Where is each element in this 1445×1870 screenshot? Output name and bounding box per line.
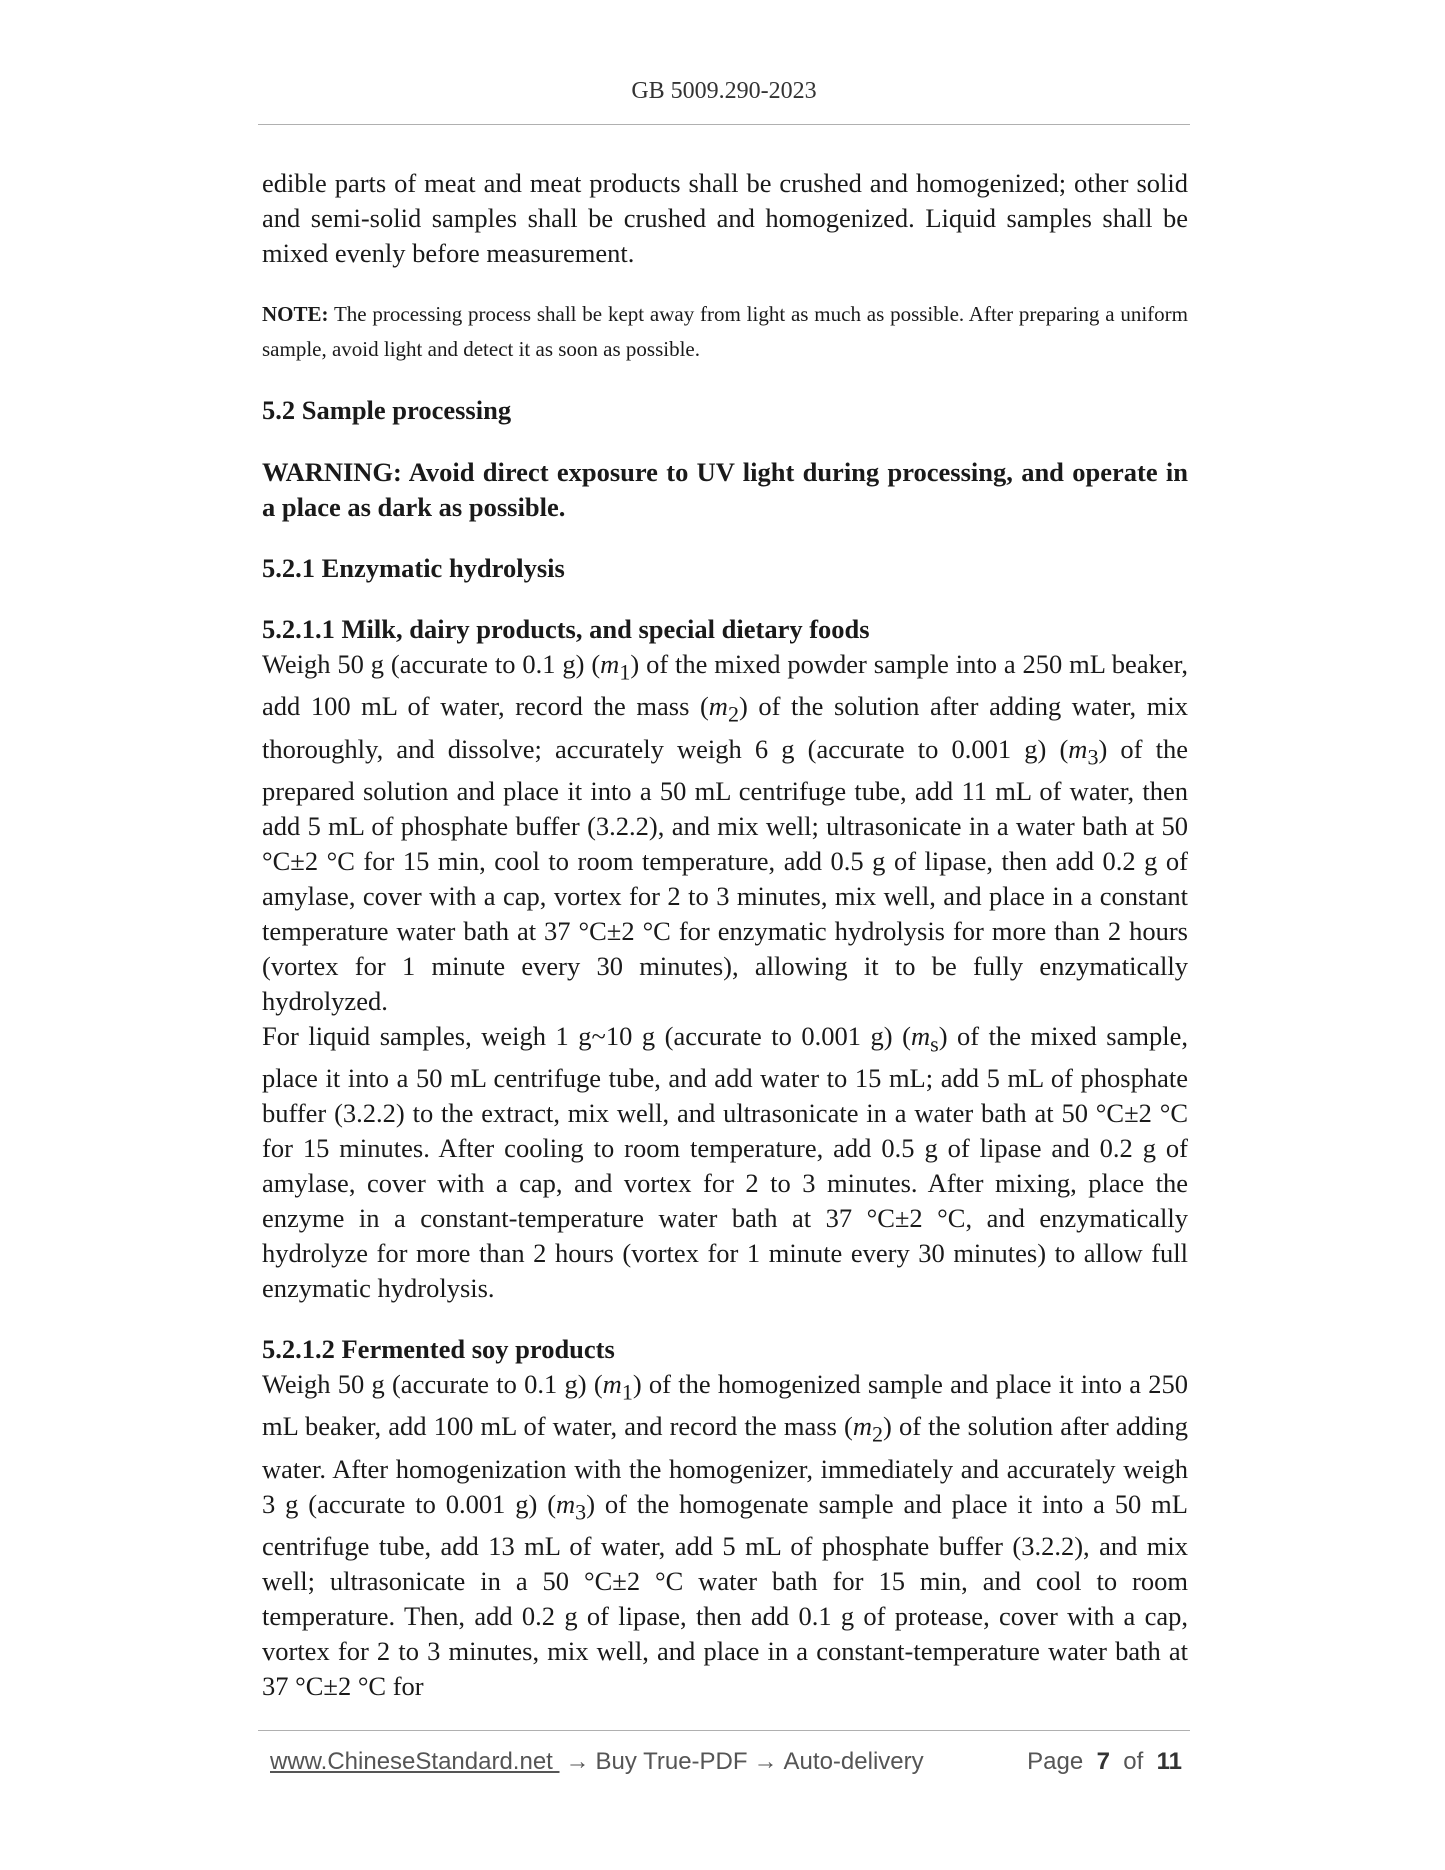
page-indicator (1027, 1748, 1182, 1776)
intro-paragraph: edible parts of meat and meat products shall be crushed and homogenized; other solid and semi-solid samples shall be crushed and homogenized. Liquid samples shall be mixed evenly before measurement. (262, 168, 1188, 268)
note-paragraph (262, 297, 1188, 367)
symbol-m: m (852, 1411, 872, 1442)
website-link[interactable]: www.ChineseStandard.net (270, 1748, 560, 1775)
text-run: ) of the solution after adding water. After homogenization with the homogenizer, immediately and accurately weigh 3 g (accurate to 0.001 g) ( (262, 1411, 1188, 1519)
page-total: 11 (1156, 1748, 1182, 1775)
warning-paragraph: WARNING: Avoid direct exposure to UV light during processing, and operate in a place as dark as possible. (262, 457, 1188, 522)
text-run: ) of the homogenate sample and place it into a 50 mL centrifuge tube, add 13 mL of water, add 5 mL of phosphate buffer (3.2.2), and mix well; ultrasonicate in a 50 °C±2 °C water bath for 15 min, and cool to room temperature. Then, add 0.2 g of lipase, then add 0.1 g of protease, cover with a cap, vortex for 2 to 3 minutes, mix well, and place in a constant-temperature water bath at 37 °C±2 °C for (262, 1488, 1188, 1702)
symbol-m: m (556, 1488, 576, 1519)
section-heading-5-2-1-2: 5.2.1.2 Fermented soy products (262, 1334, 615, 1365)
text-run: ) of the homogenized sample and place it into a 250 mL beaker, add 100 mL of water, and record the mass ( (262, 1369, 1188, 1442)
symbol-m: m (708, 691, 728, 722)
note-label: NOTE: (262, 302, 329, 326)
section-heading-5-2-1-1: 5.2.1.1 Milk, dairy products, and special dietary foods (262, 614, 870, 644)
auto-delivery-text: Auto-delivery (783, 1748, 924, 1775)
symbol-m: m (602, 1369, 622, 1400)
milk-procedure-paragraph (262, 647, 1188, 1019)
page-label: Page (1027, 1748, 1084, 1775)
note-text: The processing process shall be kept away from light as much as possible. After preparing a uniform sample, avoid light and detect it as soon as possible. (262, 302, 1188, 361)
arrow-right-icon: → (565, 1748, 590, 1775)
page-footer (270, 1748, 1182, 1776)
subscript: 1 (621, 1379, 633, 1405)
buy-true-pdf-text: Buy True-PDF (595, 1748, 748, 1775)
symbol-m: m (1068, 733, 1088, 764)
text-run: ) of the mixed sample, place it into a 50 mL centrifuge tube, and add water to 15 mL; add 5 mL of phosphate buffer (3.2.2) to the extract, mix well, and ultrasonicate in a water bath at 50 °C±2 °C for 15 minutes. After cooling to room temperature, add 0.5 g of lipase and 0.2 g of amylase, cover with a cap, and vortex for 2 to 3 minutes. After mixing, place the enzyme in a constant-temperature water bath at 37 °C±2 °C, and enzymatically hydrolyze for more than 2 hours (vortex for 1 minute every 30 minutes) to allow full enzymatic hydrolysis. (262, 1020, 1188, 1304)
symbol-m: m (910, 1020, 931, 1051)
text-run: Weigh 50 g (accurate to 0.1 g) ( (262, 649, 601, 679)
footer-divider (258, 1730, 1190, 1731)
arrow-right-icon: → (753, 1748, 778, 1775)
symbol-m: m (600, 649, 620, 679)
page-current: 7 (1096, 1748, 1110, 1775)
subscript: 2 (871, 1421, 884, 1447)
footer-links (270, 1748, 924, 1776)
subscript: 3 (1087, 743, 1099, 769)
text-run: ) of the prepared solution and place it into a 50 mL centrifuge tube, add 11 mL of water, then add 5 mL of phosphate buffer (3.2.2), and mix well; ultrasonicate in a water bath at 50 °C±2 °C for 15 min, cool to room temperature, add 0.5 g of lipase, then add 0.2 g of amylase, cover with a cap, vortex for 2 to 3 minutes, mix well, and place in a constant temperature water bath at 37 °C±2 °C for enzymatic hydrolysis for more than 2 hours (vortex for 1 minute every 30 minutes), allowing it to be fully enzymatically hydrolyzed. (262, 733, 1188, 1016)
subscript: 3 (575, 1499, 587, 1525)
liquid-samples-paragraph (262, 1019, 1188, 1306)
document-header-id: GB 5009.290-2023 (631, 78, 817, 104)
soy-procedure-paragraph (262, 1367, 1188, 1704)
text-run: For liquid samples, weigh 1 g~10 g (accurate to 0.001 g) ( (262, 1020, 911, 1051)
subscript: 2 (727, 701, 739, 727)
subscript: s (930, 1031, 939, 1057)
text-run: ) of the mixed powder sample into a 250 mL beaker, add 100 mL of water, record the mass ( (262, 649, 1188, 722)
subscript: 1 (619, 659, 631, 685)
header-divider (258, 124, 1190, 125)
section-heading-5-2-1: 5.2.1 Enzymatic hydrolysis (262, 553, 565, 583)
page-content (262, 166, 1188, 1704)
section-heading-5-2: 5.2 Sample processing (262, 395, 512, 425)
text-run: Weigh 50 g (accurate to 0.1 g) ( (262, 1369, 603, 1400)
page-of: of (1123, 1748, 1144, 1775)
text-run: ) of the solution after adding water, mix thoroughly, and dissolve; accurately weigh 6 g (accurate to 0.001 g) ( (262, 691, 1188, 764)
